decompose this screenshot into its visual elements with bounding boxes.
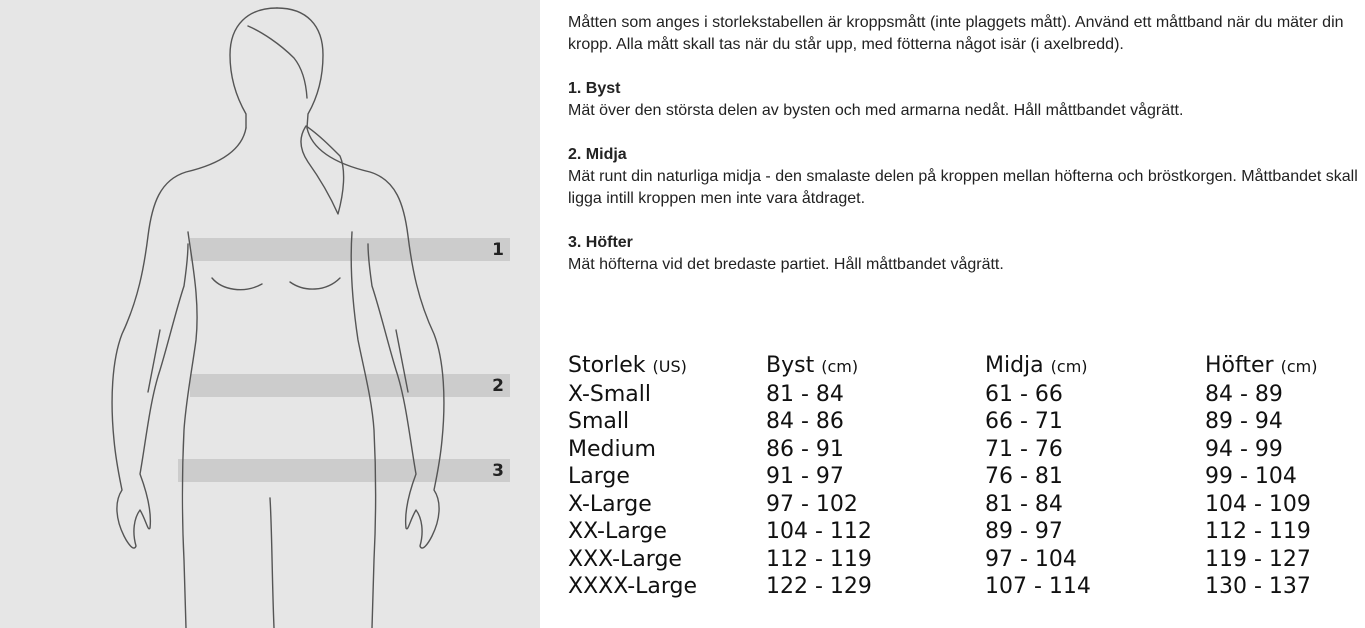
female-body-outline-icon (0, 0, 540, 628)
head-outline (230, 8, 277, 128)
table-row (568, 573, 1355, 601)
size-chart-table (568, 352, 1355, 601)
size-table-header-row (568, 352, 1355, 381)
header-hips-label: Höfter (1205, 353, 1274, 378)
waist-cell: 107 - 114 (985, 574, 1091, 599)
section-bust (568, 78, 1358, 122)
waist-marker-number: 2 (492, 376, 504, 396)
waist-cell: 81 - 84 (985, 491, 1063, 517)
table-row (568, 381, 1355, 409)
section-waist (568, 144, 1358, 210)
header-bust-label: Byst (766, 353, 815, 378)
bust-cell: 97 - 102 (766, 491, 858, 517)
header-hips-unit: (cm) (1280, 357, 1318, 376)
size-cell: XX-Large (568, 519, 667, 544)
inner-leg (270, 498, 274, 628)
bust-cell: 91 - 97 (766, 464, 844, 489)
size-cell: XXXX-Large (568, 574, 698, 599)
size-cell: Medium (568, 436, 656, 462)
size-cell: XXX-Large (568, 546, 682, 572)
bust-cell: 104 - 112 (766, 519, 872, 544)
waist-cell: 61 - 66 (985, 381, 1063, 407)
header-size (568, 352, 766, 381)
body-figure-panel (0, 0, 540, 628)
header-waist-label: Midja (985, 353, 1044, 378)
waist-cell: 97 - 104 (985, 546, 1077, 572)
bust-marker-number: 1 (492, 240, 504, 260)
left-side-outline (112, 128, 246, 548)
hips-cell: 94 - 99 (1205, 436, 1283, 462)
hips-cell: 89 - 94 (1205, 409, 1283, 434)
hair-line (248, 26, 307, 98)
hips-cell: 119 - 127 (1205, 546, 1311, 572)
hips-cell: 104 - 109 (1205, 491, 1311, 517)
table-row (568, 546, 1355, 574)
hips-cell: 84 - 89 (1205, 381, 1283, 407)
header-size-unit: (US) (652, 357, 687, 376)
header-waist (985, 352, 1205, 381)
header-size-label: Storlek (568, 353, 646, 378)
bust-band (190, 238, 510, 261)
left-arm-inner (148, 330, 160, 392)
chest-right (290, 278, 340, 289)
size-cell: Small (568, 409, 630, 434)
section-title-waist: 2. Midja (568, 146, 627, 163)
waist-cell: 76 - 81 (985, 464, 1063, 489)
table-row (568, 436, 1355, 464)
waist-cell: 66 - 71 (985, 409, 1063, 434)
table-row (568, 518, 1355, 546)
header-bust (766, 352, 985, 381)
waist-band (190, 374, 510, 397)
measurement-instructions (568, 12, 1358, 298)
header-bust-unit: (cm) (821, 357, 859, 376)
torso-right (351, 232, 375, 628)
bust-cell: 81 - 84 (766, 381, 844, 407)
ponytail-outline (301, 126, 344, 214)
header-hips (1205, 352, 1355, 381)
hips-cell: 99 - 104 (1205, 464, 1297, 489)
hip-marker-number: 3 (492, 461, 504, 481)
torso-left (183, 232, 198, 628)
waist-cell: 89 - 97 (985, 519, 1063, 544)
waist-cell: 71 - 76 (985, 436, 1063, 462)
hips-cell: 130 - 137 (1205, 574, 1311, 599)
table-row (568, 408, 1355, 436)
table-row (568, 463, 1355, 491)
section-title-bust: 1. Byst (568, 80, 621, 97)
bust-cell: 86 - 91 (766, 436, 844, 462)
size-cell: X-Large (568, 491, 652, 517)
hip-band (178, 459, 510, 482)
table-row (568, 491, 1355, 519)
size-cell: X-Small (568, 381, 652, 407)
section-hips (568, 232, 1358, 276)
bust-cell: 122 - 129 (766, 574, 872, 599)
section-text-waist: Mät runt din naturliga midja - den smalaste delen på kroppen mellan höfterna och bröstkorgen. Måttbandet skall ligga intill kroppen men inte vara åtdraget. (568, 168, 1358, 207)
section-title-hips: 3. Höfter (568, 234, 633, 251)
chest-left (212, 278, 262, 290)
size-cell: Large (568, 464, 630, 489)
hips-cell: 112 - 119 (1205, 519, 1311, 544)
section-text-hips: Mät höfterna vid det bredaste partiet. Håll måttbandet vågrätt. (568, 256, 1004, 273)
intro-text: Måtten som anges i storlekstabellen är kroppsmått (inte plaggets mått). Använd ett måttband när du mäter din kropp. Alla mått skall tas när du står upp, med fötterna något isär (i axelbredd). (568, 14, 1344, 53)
bust-cell: 112 - 119 (766, 546, 872, 572)
bust-cell: 84 - 86 (766, 409, 844, 434)
header-waist-unit: (cm) (1050, 357, 1088, 376)
section-text-bust: Mät över den största delen av bysten och med armarna nedåt. Håll måttbandet vågrätt. (568, 102, 1184, 119)
